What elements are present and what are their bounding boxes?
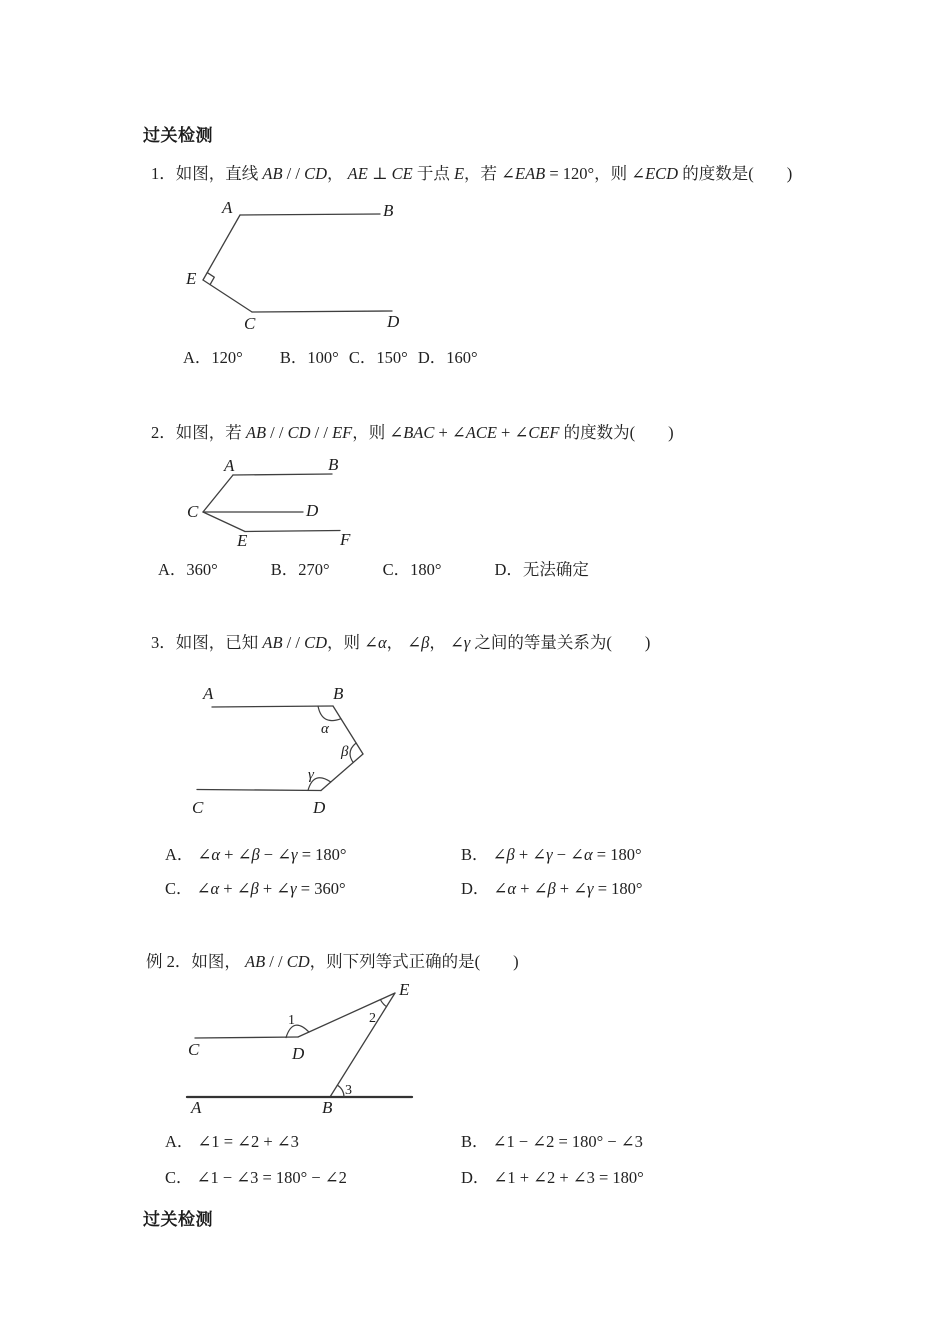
problem-1-option-d: D．160° (417, 348, 478, 367)
problem-3-option-c: C． ∠α + ∠β + ∠γ = 360° (165, 879, 346, 898)
problem-2-options (158, 559, 589, 581)
point-label-c: C (187, 502, 199, 521)
line-CD (197, 790, 321, 791)
point-label-b: B (333, 684, 344, 703)
section-heading-bottom: 过关检测 (143, 1210, 213, 1229)
angle-label-beta: β (341, 744, 349, 760)
line-EB (330, 993, 395, 1097)
problem-2-option-c: C．180° (382, 560, 442, 579)
problem-3-option-b: B． ∠β + ∠γ − ∠α = 180° (461, 845, 642, 864)
point-label-c: C (244, 314, 256, 333)
problem-2-option-a: A．360° (158, 560, 218, 579)
point-label-b: B (383, 201, 394, 220)
problem-3-options (165, 844, 642, 900)
line-AB (233, 474, 332, 475)
line-AE (203, 215, 240, 280)
angle-2-arc (380, 1000, 386, 1007)
problem-3-statement: 3．如图，已知 AB / / CD，则 ∠α， ∠β， ∠γ 之间的等量关系为( ) (151, 633, 651, 652)
point-label-e: E (186, 269, 197, 288)
point-label-a: A (203, 684, 214, 703)
problem-2-option-b: B．270° (270, 560, 330, 579)
example-2-option-a: A． ∠1 = ∠2 + ∠3 (165, 1132, 299, 1151)
point-label-d: D (292, 1044, 305, 1063)
example-2-options (165, 1131, 644, 1189)
point-label-d: D (313, 798, 326, 817)
example-2-option-c: C． ∠1 − ∠3 = 180° − ∠2 (165, 1168, 347, 1187)
line-CA (203, 475, 233, 512)
point-label-c: C (192, 798, 204, 817)
problem-1-options (183, 347, 478, 369)
point-label-e: E (237, 531, 248, 550)
example-2-option-d: D． ∠1 + ∠2 + ∠3 = 180° (461, 1168, 644, 1187)
line-AB (212, 706, 333, 707)
figure-1-geometry (203, 214, 392, 312)
problem-3-option-d: D． ∠α + ∠β + ∠γ = 180° (461, 879, 643, 898)
angle-3-arc (337, 1085, 344, 1097)
figure-2-geometry (203, 474, 340, 532)
example-2-figure (185, 982, 420, 1122)
problem-1-option-a: A．120° (183, 348, 243, 367)
line-AB (240, 214, 380, 215)
problem-1-figure (180, 196, 415, 338)
problem-3-figure (190, 680, 380, 820)
point-label-f: F (340, 530, 351, 549)
angle-label-2: 2 (369, 1011, 376, 1026)
angle-beta-arc (350, 743, 356, 763)
section-heading-top: 过关检测 (143, 126, 213, 145)
point-label-b: B (328, 455, 339, 474)
example-2-statement: 例 2．如图， AB / / CD，则下列等式正确的是( ) (146, 952, 519, 971)
line-CE (203, 512, 245, 532)
angle-label-gamma: γ (308, 767, 314, 783)
point-label-c: C (188, 1040, 200, 1059)
point-label-a: A (191, 1098, 202, 1117)
problem-2-figure (185, 455, 365, 557)
problem-3-option-a: A． ∠α + ∠β − ∠γ = 180° (165, 845, 347, 864)
problem-1-statement: 1．如图，直线 AB / / CD， AE ⊥ CE 于点 E，若 ∠EAB = 120°，则 ∠ECD 的度数是( ) (151, 164, 793, 183)
angle-label-3: 3 (345, 1083, 352, 1098)
line-EF (245, 531, 340, 532)
line-CD (252, 311, 392, 312)
problem-2-statement: 2．如图，若 AB / / CD / / EF，则 ∠BAC + ∠ACE + ∠CEF 的度数为( ) (151, 423, 674, 442)
point-label-a: A (224, 456, 235, 475)
example-2-option-b: B． ∠1 − ∠2 = 180° − ∠3 (461, 1132, 643, 1151)
problem-2-option-d: D．无法确定 (494, 560, 589, 579)
point-label-a: A (222, 198, 233, 217)
angle-label-alpha: α (321, 721, 329, 737)
point-label-b: B (322, 1098, 333, 1117)
problem-1-option-b: B．100° (279, 348, 339, 367)
problem-1-option-c: C．150° (348, 348, 408, 367)
point-label-d: D (387, 312, 400, 331)
angle-label-1: 1 (288, 1013, 295, 1028)
point-label-e: E (399, 982, 410, 999)
point-label-d: D (306, 501, 319, 520)
figure-3-geometry (197, 706, 363, 791)
line-CD (195, 1037, 298, 1038)
